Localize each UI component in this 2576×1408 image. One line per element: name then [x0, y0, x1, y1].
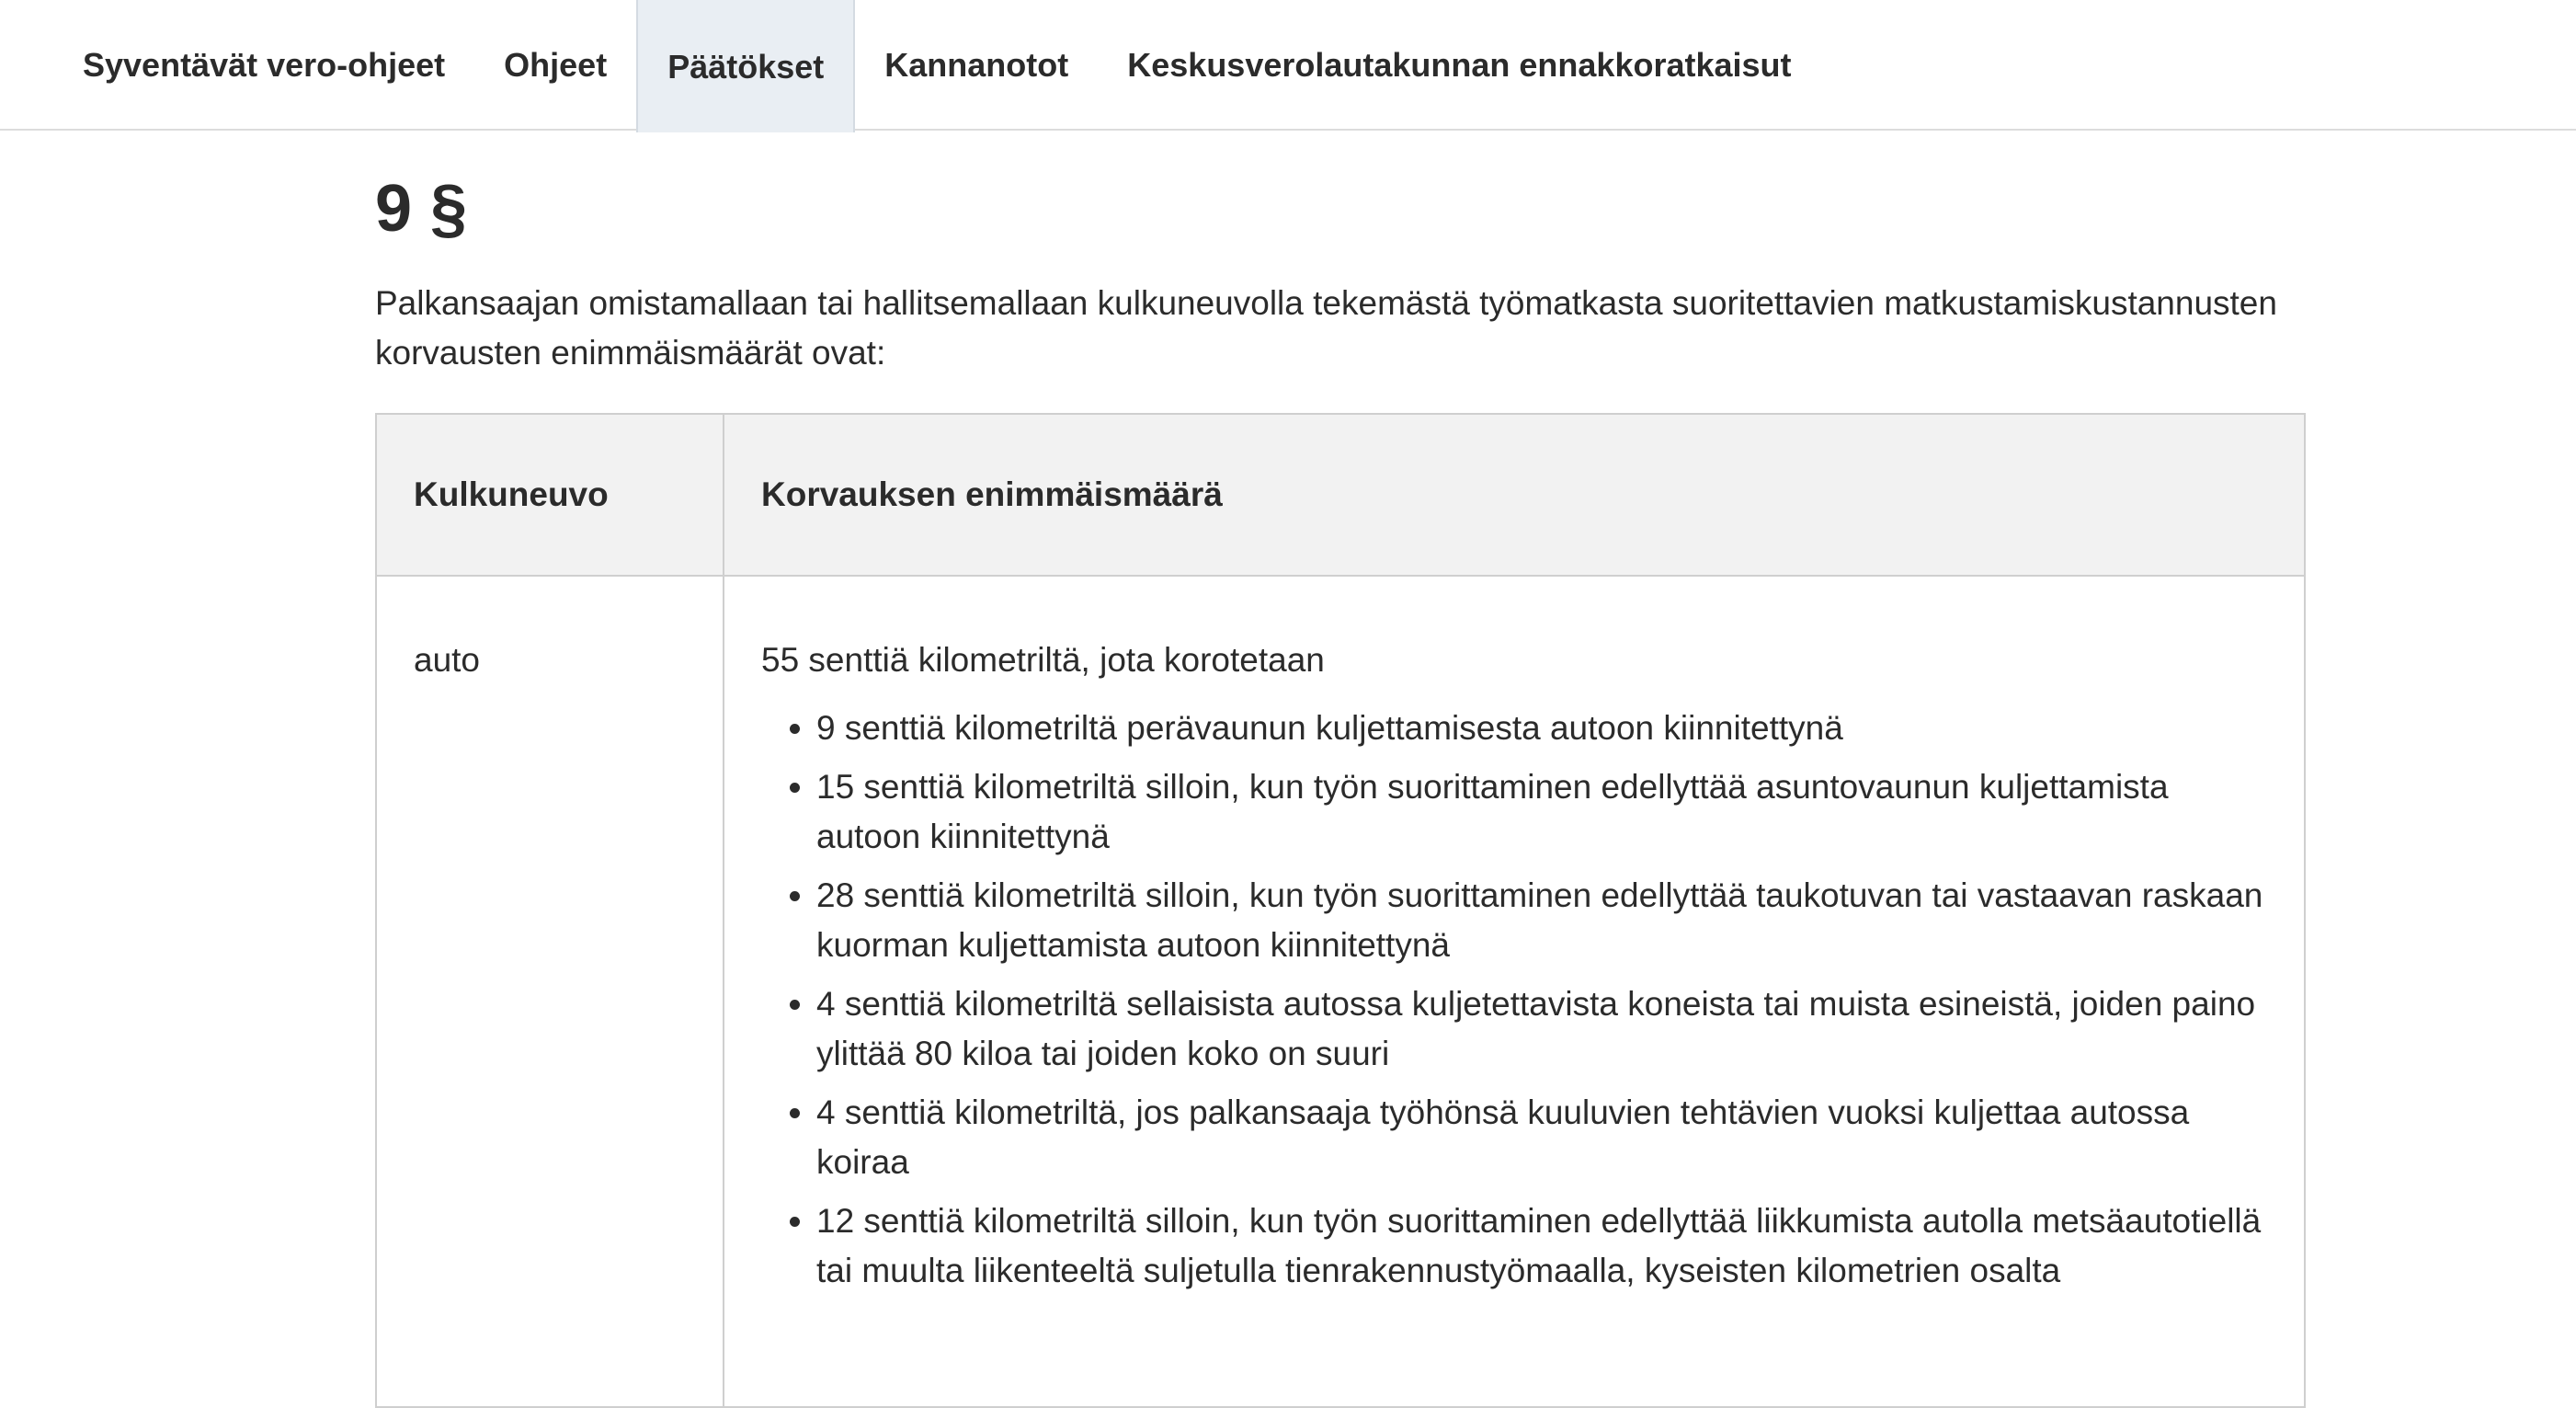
table-header-row [376, 414, 2305, 576]
section-heading: 9 § [375, 172, 468, 246]
list-item: • 4 senttiä kilometriltä sellaisista autossa kuljetettavista koneista tai muista esineistä, joiden paino ylittää 80 kiloa tai joiden koko on suuri [816, 979, 2267, 1079]
tab-ohjeet[interactable]: Ohjeet [504, 46, 608, 84]
main-content [375, 131, 2306, 1408]
column-header-vehicle: Kulkuneuvo [376, 414, 724, 576]
table-row [376, 576, 2305, 1407]
list-item: • 15 senttiä kilometriltä silloin, kun työn suorittaminen edellyttää asuntovaunun kuljettamista autoon kiinnitettynä [816, 762, 2267, 862]
tab-paatokset[interactable]: Päätökset [636, 0, 855, 132]
tab-syventavat-vero-ohjeet[interactable]: Syventävät vero-ohjeet [83, 46, 446, 84]
base-rate-text: 55 senttiä kilometriltä, jota korotetaan [761, 641, 1325, 680]
list-item: • 28 senttiä kilometriltä silloin, kun työn suorittaminen edellyttää taukotuvan tai vastaavan raskaan kuorman kuljettamista autoon kiinnitettynä [816, 871, 2267, 970]
section-intro: Palkansaajan omistamallaan tai hallitsemallaan kulkuneuvolla tekemästä työmatkasta suoritettavien matkustamiskustannusten korvausten enimmäismäärät ovat: [375, 284, 2277, 372]
tab-keskusverolautakunnan-ennakkoratkaisut[interactable]: Keskusverolautakunnan ennakkoratkaisut [1127, 46, 1792, 84]
list-item: • 12 senttiä kilometriltä silloin, kun työn suorittaminen edellyttää liikkumista autolla metsäautotiellä tai muulta liikenteeltä suljetulla tienrakennustyömaalla, kyseisten kilometrien osalta [816, 1196, 2267, 1296]
list-item: • 9 senttiä kilometriltä perävaunun kuljettamisesta autoon kiinnitettynä [816, 704, 2267, 753]
column-header-max-amount: Korvauksen enimmäismäärä [724, 414, 2305, 576]
rates-table [375, 413, 2306, 1408]
rate-increase-list [761, 704, 2267, 1296]
tab-kannanotot[interactable]: Kannanotot [884, 46, 1069, 84]
nav-tab-list [0, 0, 2576, 131]
cell-max-amount [724, 576, 2305, 1407]
cell-vehicle: auto [376, 576, 724, 1407]
list-item: • 4 senttiä kilometriltä, jos palkansaaja työhönsä kuuluvien tehtävien vuoksi kuljettaa autossa koiraa [816, 1088, 2267, 1187]
top-navigation [0, 0, 2576, 131]
